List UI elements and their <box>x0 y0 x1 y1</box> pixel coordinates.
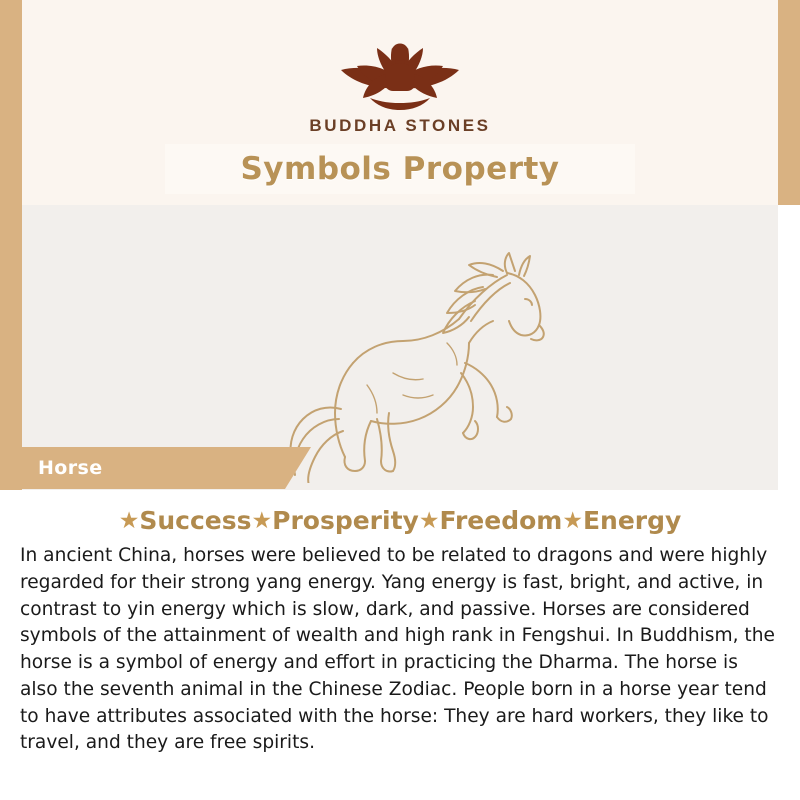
description-paragraph: In ancient China, horses were believed to be related to dragons and were highly regarded for their strong yang energy. Yang energy is fast, bright, and active, in contrast to yin energy which is slow, dark, and passive. Horses are considered symbols of the attainment of wealth and high rank in Fengshui. In Buddhism, the horse is a symbol of energy and effort in practicing the Dharma. The horse is also the seventh animal in the Chinese Zodiac. People born in a horse year tend to have attributes associated with the horse: They are hard workers, they like to travel, and they are free spirits. <box>20 545 775 754</box>
ribbon-label: Horse <box>38 457 103 479</box>
corner-accent-left-bar <box>0 0 22 495</box>
keyword-success: Success <box>139 506 252 535</box>
star-icon: ★ <box>251 508 273 534</box>
brand-name: BUDDHA STONES <box>309 116 491 135</box>
keyword-energy: Energy <box>582 506 682 535</box>
star-icon: ★ <box>418 508 440 534</box>
body-panel <box>0 490 800 800</box>
keyword-list <box>0 506 800 535</box>
star-icon: ★ <box>562 508 583 534</box>
category-ribbon <box>0 447 285 489</box>
star-icon: ★ <box>118 508 140 534</box>
brand-logo <box>22 22 778 136</box>
title-banner <box>165 144 635 194</box>
keyword-freedom: Freedom <box>439 506 563 535</box>
rearing-horse-line-drawing-icon <box>207 213 597 483</box>
keyword-prosperity: Prosperity <box>272 506 419 535</box>
lotus-meditation-icon <box>315 22 485 112</box>
ribbon-notch <box>285 447 311 489</box>
page-title: Symbols Property <box>240 151 560 187</box>
